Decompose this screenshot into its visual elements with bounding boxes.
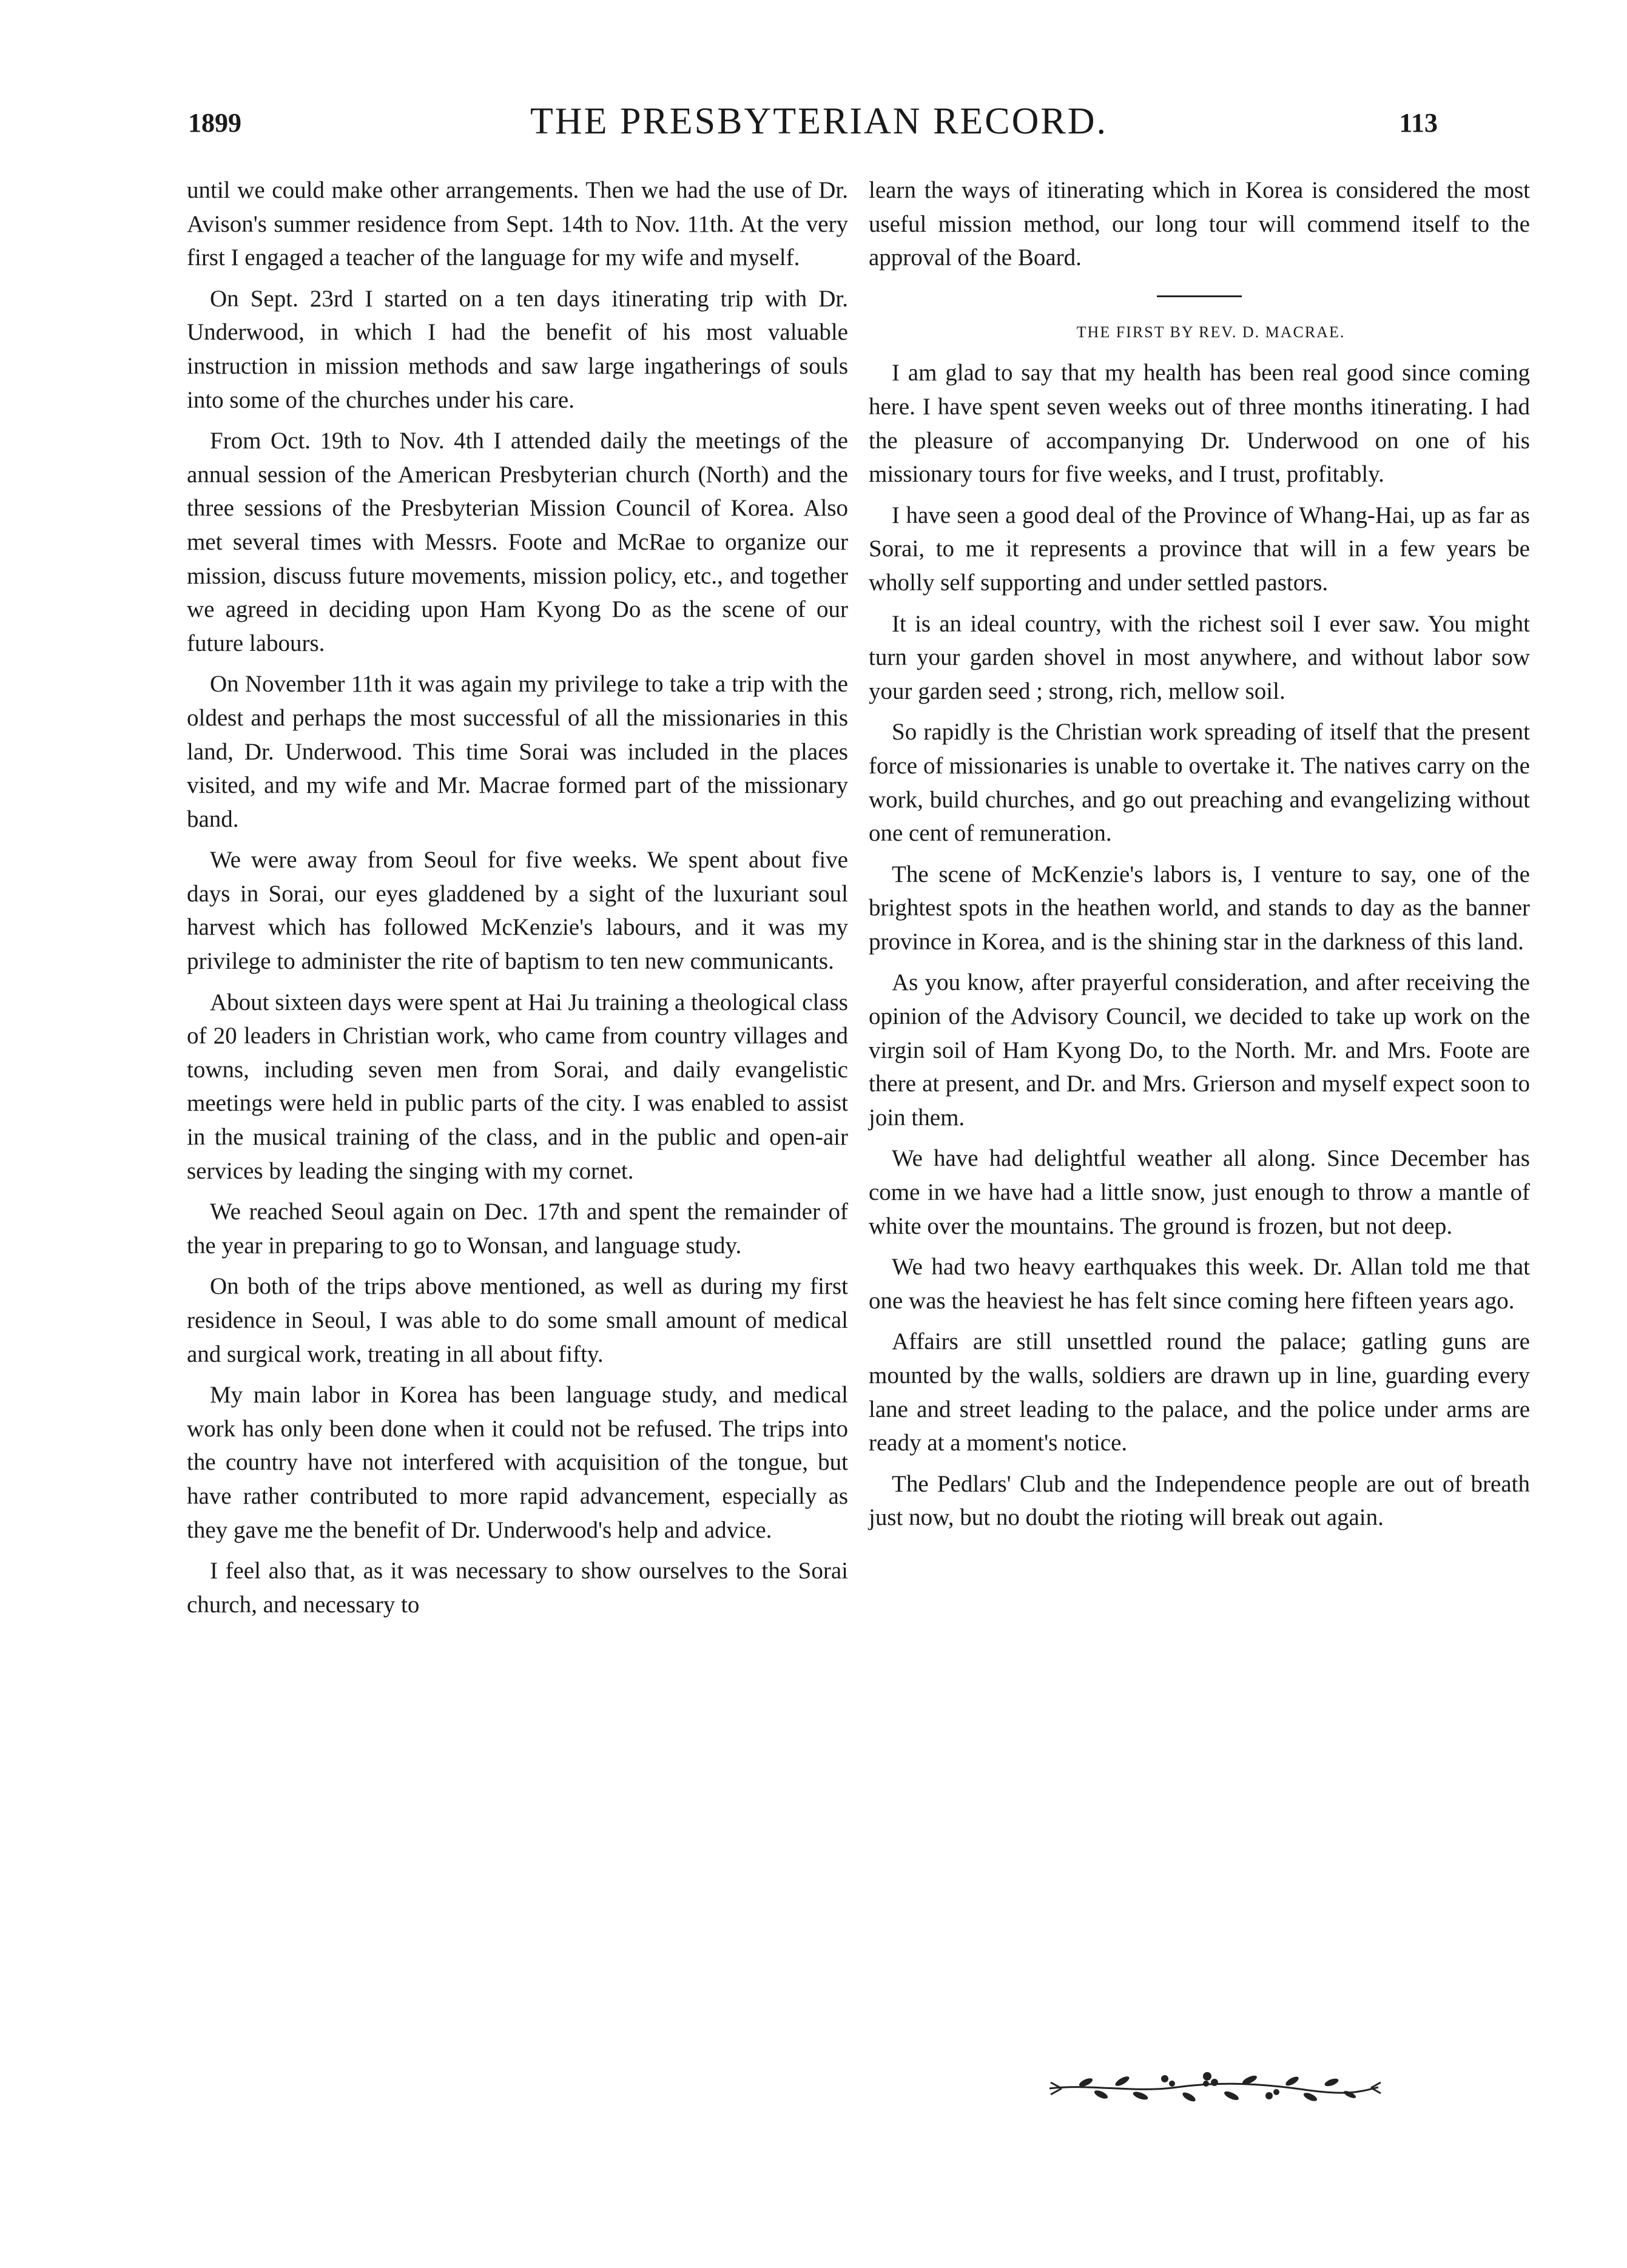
right-column [869, 173, 1530, 1542]
paragraph: The scene of McKenzie's labors is, I venture to say, one of the brightest spots in the heathen world, and stands to day as the banner province in Korea, and is the shining star in the darkness of this land. [869, 861, 1530, 955]
paragraph: Affairs are still unsettled round the palace; gatling guns are mounted by the walls, soldiers are drawn up in line, guarding every lane and street leading to the palace, and the police under arms are ready at a moment's notice. [869, 1328, 1530, 1456]
paragraph: On Sept. 23rd I started on a ten days itinerating trip with Dr. Underwood, in which I had the benefit of his most valuable instruction in mission methods and saw large ingatherings of souls into some of the churches under his care. [187, 285, 848, 413]
paragraph: On November 11th it was again my privilege to take a trip with the oldest and perhaps the most successful of all the missionaries in this land, Dr. Underwood. This time Sorai was included in the places visited, and my wife and Mr. Macrae formed part of the missionary band. [187, 671, 848, 832]
paragraph: We have had delightful weather all along. Since December has come in we have had a little snow, just enough to throw a mantle of white over the mountains. The ground is frozen, but not deep. [869, 1145, 1530, 1239]
publication-title: THE PRESBYTERIAN RECORD. [530, 101, 1108, 142]
continued-paragraph: learn the ways of itinerating which in Korea is considered the most useful mission method, our long tour will commend itself to the approval of the Board. [869, 177, 1530, 271]
paragraph: As you know, after prayerful consideration, and after receiving the opinion of the Advisory Council, we decided to take up work on the virgin soil of Ham Kyong Do, to the North. Mr. and Mrs. Foote are there at present, and Dr. and Mrs. Grierson and myself expect soon to join them. [869, 969, 1530, 1131]
floral-vine-ornament-icon [1043, 2065, 1383, 2108]
paragraph: We reached Seoul again on Dec. 17th and spent the remainder of the year in preparing to go to Wonsan, and language study. [187, 1199, 848, 1259]
page-number: 113 [1399, 108, 1438, 138]
paragraph: I feel also that, as it was necessary to show ourselves to the Sorai church, and necessary to [187, 1558, 848, 1618]
paragraph: On both of the trips above mentioned, as well as during my first residence in Seoul, I was able to do some small amount of medical and surgical work, treating in all about fifty. [187, 1273, 848, 1367]
paragraph: About sixteen days were spent at Hai Ju training a theological class of 20 leaders in Christian work, who came from country villages and towns, including seven men from Sorai, and daily evangelistic meetings were held in public parts of the city. I was enabled to assist in the musical training of the class, and in the public and open-air services by leading the singing with my cornet. [187, 989, 848, 1184]
paragraph: We were away from Seoul for five weeks. We spent about five days in Sorai, our eyes gladdened by a sight of the luxuriant soul harvest which has followed McKenzie's labours, and it was my privilege to administer the rite of baptism to ten new communicants. [187, 847, 848, 975]
paragraph: until we could make other arrangements. Then we had the use of Dr. Avison's summer residence from Sept. 14th to Nov. 11th. At the very first I engaged a teacher of the language for my wife and myself. [187, 177, 848, 271]
left-column [187, 173, 848, 1621]
page-header [188, 100, 1450, 155]
paragraph: The Pedlars' Club and the Independence people are out of breath just now, but no doubt the rioting will break out again. [869, 1470, 1530, 1531]
paragraph: We had two heavy earthquakes this week. Dr. Allan told me that one was the heaviest he has felt since coming here fifteen years ago. [869, 1254, 1530, 1314]
header-year: 1899 [188, 108, 241, 138]
section-subheading: THE FIRST BY REV. D. MACRAE. [1076, 323, 1346, 341]
section-divider [1157, 295, 1242, 297]
paragraph: My main labor in Korea has been language study, and medical work has only been done when it could not be refused. The trips into the country have not interfered with acquisition of the tongue, but have rather contributed to more rapid advancement, especially as they gave me the benefit of Dr. Underwood's help and advice. [187, 1382, 848, 1543]
paragraph: I am glad to say that my health has been real good since coming here. I have spent seven weeks out of three months itinerating. I had the pleasure of accompanying Dr. Underwood on one of his missionary tours for five weeks, and I trust, profitably. [869, 360, 1530, 488]
paragraph: So rapidly is the Christian work spreading of itself that the present force of missionaries is unable to overtake it. The natives carry on the work, build churches, and go out preaching and evangelizing without one cent of remuneration. [869, 719, 1530, 847]
paragraph: I have seen a good deal of the Province of Whang-Hai, up as far as Sorai, to me it represents a province that will in a few years be wholly self supporting and under settled pastors. [869, 502, 1530, 596]
paragraph: It is an ideal country, with the richest soil I ever saw. You might turn your garden shovel in most anywhere, and without labor sow your garden seed ; strong, rich, mellow soil. [869, 610, 1530, 704]
paragraph: From Oct. 19th to Nov. 4th I attended daily the meetings of the annual session of the American Presbyterian church (North) and the three sessions of the Presbyterian Mission Council of Korea. Also met several times with Messrs. Foote and McRae to organize our mission, discuss future movements, mission policy, etc., and together we agreed in deciding upon Ham Kyong Do as the scene of our future labours. [187, 428, 848, 656]
